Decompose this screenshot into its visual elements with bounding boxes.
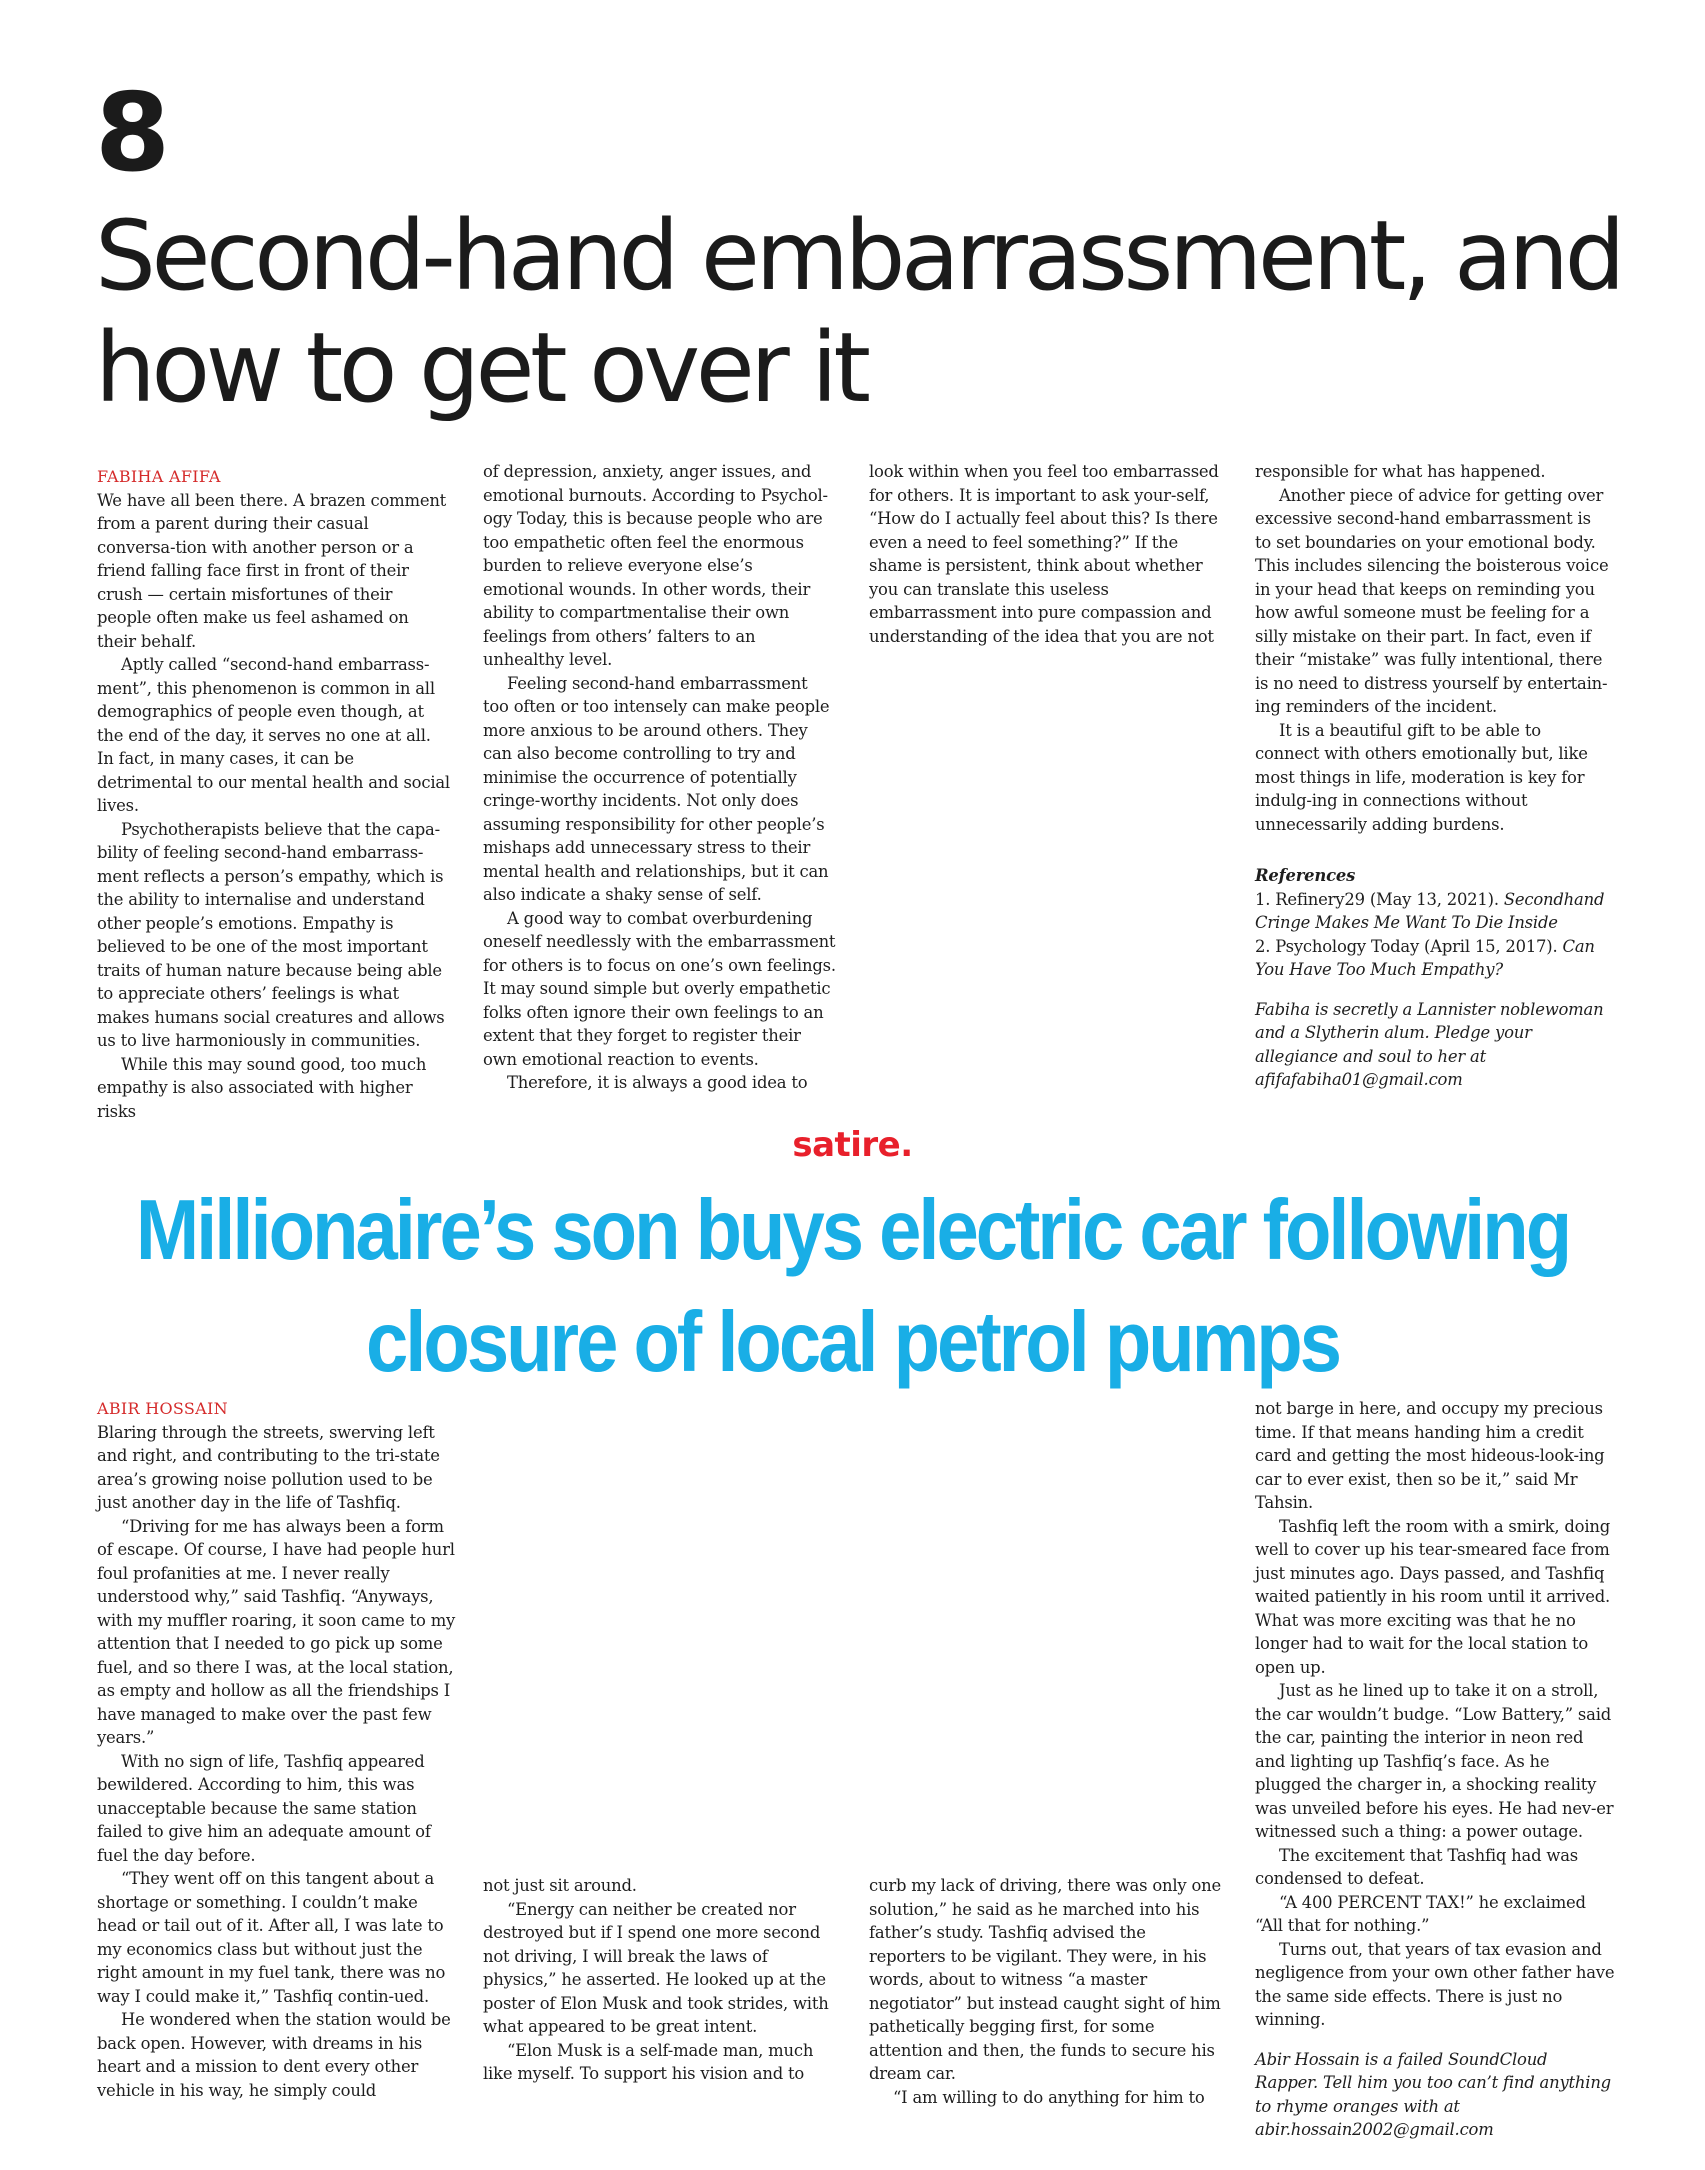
paragraph: Feeling second-hand embarrassment too often or too intensely can make people more anxious to be around others. They can also become controlling to try and minimise the occurrence of potentially cringe-worthy incidents. Not only does assuming responsibility for other people’s mishaps add unnecessary stress to their mental health and relationships, but it can also indicate a shaky sense of self. xyxy=(483,673,830,904)
reference-item: 1. Refinery29 (May 13, 2021). Secondhand Cringe Makes Me Want To Die Inside xyxy=(1255,889,1605,932)
headline-line: closure of local petrol pumps xyxy=(366,1294,1339,1391)
paragraph: He wondered when the station would be back open. However, with dreams in his heart and a mission to dent every other vehicle in his way, he simply could xyxy=(97,2010,451,2100)
paragraph: Another piece of advice for getting over excessive second-hand embarrassment is to set boundaries on your emotional body. This includes silencing the boisterous voice in your head that keeps on reminding you how awful someone must be feeling for a silly mistake on their part. In fact, even if their “mistake” was fully intentional, there is no need to distress yourself by entertain-ing reminders of the incident. xyxy=(1255,485,1609,716)
author-bio: Abir Hossain is a failed SoundCloud Rapper. Tell him you too can’t find anything to rhyme oranges with at abir.hossain2002@gmail.com xyxy=(1255,2049,1611,2139)
section-kicker: satire. xyxy=(792,1125,913,1165)
article1-column-1 xyxy=(97,465,451,1123)
satire-headline xyxy=(60,1175,1645,1399)
paragraph: Just as he lined up to take it on a stroll, the car wouldn’t budge. “Low Battery,” said the car, painting the interior in neon red and lighting up Tashfiq’s face. As he plugged the charger in, a shocking reality was unveiled before his eyes. He had nev-er witnessed such a thing: a power outage. xyxy=(1255,1681,1614,1841)
article2-column-1 xyxy=(97,1397,457,2102)
paragraph: While this may sound good, too much empathy is also associated with higher risks xyxy=(97,1054,427,1121)
paragraph: Therefore, it is always a good idea to xyxy=(507,1073,808,1092)
paragraph: not just sit around. xyxy=(483,1876,637,1895)
reference-item: 2. Psychology Today (April 15, 2017). Can You Have Too Much Empathy? xyxy=(1255,936,1595,979)
article-headline: Second-hand embarrassment, and how to get over it xyxy=(95,200,1622,424)
author-byline: FABIHA AFIFA xyxy=(97,467,221,486)
paragraph: Psychotherapists believe that the capa-bility of feeling second-hand embarrass-ment reflects a person’s empathy, which is the ability to internalise and understand other people’s emotions. Empathy is believed to be one of the most important traits of human nature because being able to appreciate others’ feelings is what makes humans social creatures and allows us to live harmoniously in communities. xyxy=(97,819,445,1050)
article1-column-3 xyxy=(869,460,1223,648)
article1-column-2 xyxy=(483,460,837,1095)
paragraph: “Energy can neither be created nor destroyed but if I spend one more second not driving, I will break the laws of physics,” he asserted. He looked up at the poster of Elon Musk and took strides, with what appeared to be great intent. xyxy=(483,1899,829,2036)
paragraph: Turns out, that years of tax evasion and negligence from your own other father have the same side effects. There is just no winning. xyxy=(1255,1939,1615,2029)
paragraph: The excitement that Tashfiq had was condensed to defeat. xyxy=(1255,1845,1579,1888)
paragraph: responsible for what has happened. xyxy=(1255,462,1546,481)
paragraph: “I am willing to do anything for him to xyxy=(893,2087,1205,2107)
article2-column-3 xyxy=(869,1874,1227,2109)
paragraph: With no sign of life, Tashfiq appeared bewildered. According to him, this was unacceptable because the same station failed to give him an adequate amount of fuel the day before. xyxy=(97,1751,431,1865)
paragraph: A good way to combat overburdening oneself needlessly with the embarrassment for others is to focus on one’s own feelings. It may sound simple but overly empathetic folks often ignore their own feelings to an extent that they forget to register their own emotional reaction to events. xyxy=(483,908,836,1069)
paragraph: Aptly called “second-hand embarrass-ment”, this phenomenon is common in all demographics of people even though, at the end of the day, it serves no one at all. In fact, in many cases, it can be detrimental to our mental health and social lives. xyxy=(97,655,450,815)
article1-column-4 xyxy=(1255,460,1609,1092)
paragraph: “Driving for me has always been a form of escape. Of course, I have had people hurl foul profanities at me. I never really understood why,” said Tashfiq. “Anyways, with my muffler roaring, it soon came to my attention that I needed to go pick up some fuel, and so there I was, at the local station, as empty and hollow as all the friendships I have managed to make over the past few years.” xyxy=(97,1516,456,1747)
paragraph: We have all been there. A brazen comment from a parent during their casual conversa-tion with another person or a friend falling face first in front of their crush — certain misfortunes of their people often make us feel ashamed on their behalf. xyxy=(97,490,447,651)
paragraph: look within when you feel too embarrassed for others. It is important to ask your-self, “How do I actually feel about this? Is there even a need to feel something?” If the shame is persistent, think about whether you can translate this useless embarrassment into pure compassion and understanding of the idea that you are not xyxy=(869,462,1219,646)
references-heading: References xyxy=(1255,866,1356,885)
paragraph: not barge in here, and occupy my precious time. If that means handing him a credit card and getting the most hideous-look-ing car to ever exist, then so be it,” said Mr Tahsin. xyxy=(1255,1399,1605,1512)
paragraph: curb my lack of driving, there was only one solution,” he said as he marched into his father’s study. Tashfiq advised the reporters to be vigilant. They were, in his words, about to witness “a master negotiator” but instead caught sight of him pathetically begging first, for some attention and then, the funds to secure his dream car. xyxy=(869,1876,1221,2083)
paragraph: “They went off on this tangent about a shortage or something. I couldn’t make head or tail out of it. After all, I was late to my economics class but without just the right amount in my fuel tank, there was no way I could make it,” Tashfiq contin-ued. xyxy=(97,1869,446,2006)
paragraph: Tashfiq left the room with a smirk, doing well to cover up his tear-smeared face from just minutes ago. Days passed, and Tashfiq waited patiently in his room until it arrived. What was more exciting was that he no longer had to wait for the local station to open up. xyxy=(1255,1516,1611,1677)
paragraph: of depression, anxiety, anger issues, and emotional burnouts. According to Psychol-ogy Today, this is because people who are too empathetic often feel the enormous burden to relieve everyone else’s emotional wounds. In other words, their ability to compartmentalise their own feelings from others’ falters to an unhealthy level. xyxy=(483,462,828,669)
headline-line: Millionaire’s son buys electric car following xyxy=(135,1182,1570,1279)
article2-column-4 xyxy=(1255,1397,1615,2142)
paragraph: “Elon Musk is a self-made man, much like myself. To support his vision and to xyxy=(483,2040,814,2083)
paragraph: Blaring through the streets, swerving left and right, and contributing to the tri-state area’s growing noise pollution used to be just another day in the life of Tashfiq. xyxy=(97,1422,440,1512)
page-number: 8 xyxy=(95,71,168,196)
paragraph: It is a beautiful gift to be able to connect with others emotionally but, like most things in life, moderation is key for indulg-ing in connections without unnecessarily adding burdens. xyxy=(1255,720,1588,834)
author-bio: Fabiha is secretly a Lannister noblewoman and a Slytherin alum. Pledge your allegiance and soul to her at afifafabiha01@gmail.com xyxy=(1255,999,1604,1089)
article2-column-2 xyxy=(483,1874,841,2086)
author-byline: ABIR HOSSAIN xyxy=(97,1399,228,1418)
paragraph: “A 400 PERCENT TAX!” he exclaimed “All that for nothing.” xyxy=(1255,1892,1586,1935)
